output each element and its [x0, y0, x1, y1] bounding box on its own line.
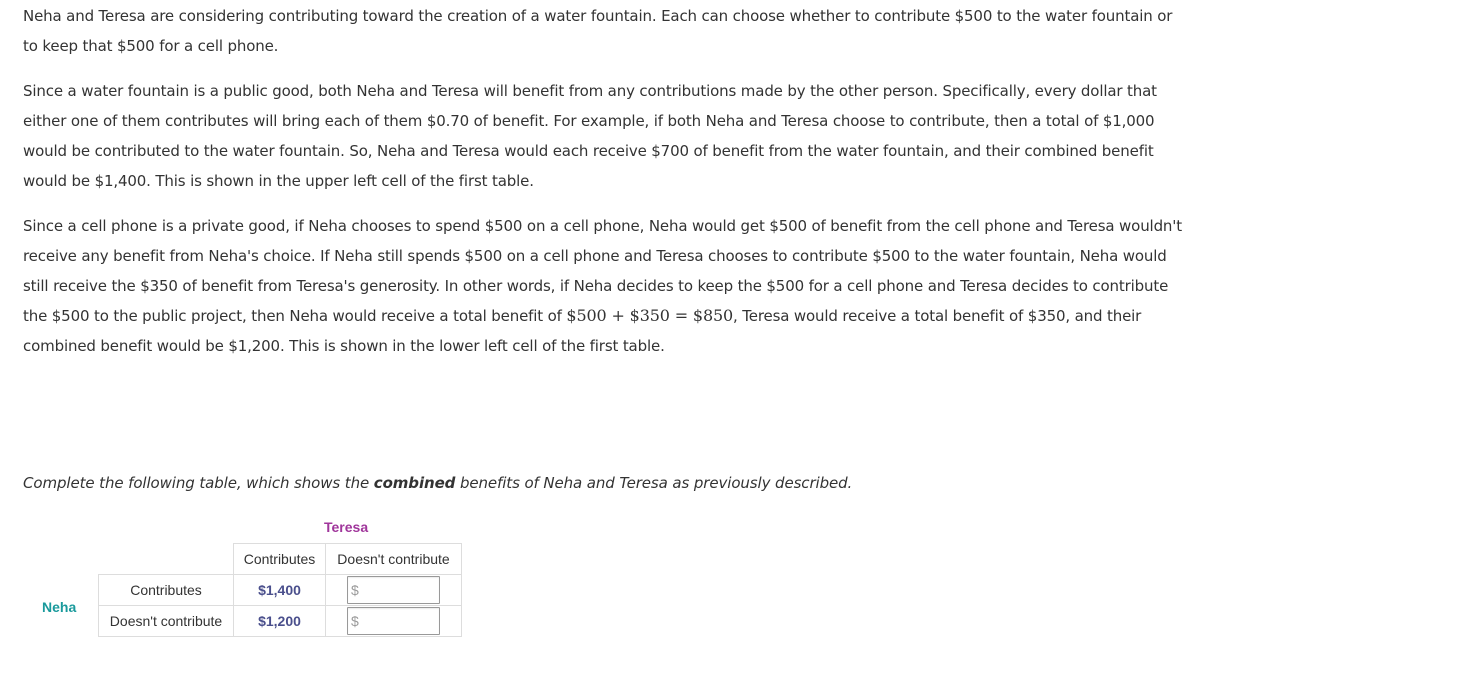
- paragraph-intro: Neha and Teresa are considering contributing toward the creation of a water fountain. Each can choose whether to contribute $500 to the water fountain or to keep that $500 for a cell phone.: [23, 7, 1173, 55]
- table-instruction: [23, 472, 852, 494]
- paragraph-private-good-text-2: , Teresa would receive a total benefit of $350, and their combined benefit would be $1,200. This is shown in the lower left cell of the first table.: [23, 307, 1142, 355]
- instruction-bold: combined: [373, 474, 456, 492]
- paragraph-private-good-text-1: Since a cell phone is a private good, if Neha chooses to spend $500 on a cell phone, Neha would get $500 of benefit from the cell phone and Teresa wouldn't receive any benefit from Neha's choice. If Neha still spends $500 on a cell phone and Teresa chooses to contribute $500 to the water fountain, Neha would still receive the $350 of benefit from Teresa's generosity. In other words, if Neha decides to keep the $500 for a cell phone and Teresa decides to contribute the $500 to the public project, then Neha would receive a total benefit of: [23, 217, 1182, 325]
- column-header-contributes: Contributes: [234, 544, 326, 575]
- cell-input-container: [326, 575, 462, 606]
- row-player-label: Neha: [42, 599, 77, 615]
- cell-input-container: [326, 606, 462, 637]
- cell-teresa-contributes-only: $1,200: [234, 606, 326, 637]
- dollar-prefix: $: [351, 613, 359, 629]
- problem-text: [23, 1, 1183, 376]
- combined-benefit-input-1[interactable]: [347, 576, 440, 604]
- cell-both-contribute: $1,400: [234, 575, 326, 606]
- payoff-table: [98, 543, 462, 637]
- table-header-row: [99, 544, 462, 575]
- instruction-text-2: benefits of Neha and Teresa as previously described.: [455, 474, 853, 492]
- paragraph-public-good: Since a water fountain is a public good, both Neha and Teresa will benefit from any contributions made by the other person. Specifically, every dollar that either one of them contributes will bring each of them $0.70 of benefit. For example, if both Neha and Teresa choose to contribute, then a total of $1,000 would be contributed to the water fountain. So, Neha and Teresa would each receive $700 of benefit from the water fountain, and their combined benefit would be $1,400. This is shown in the upper left cell of the first table.: [23, 82, 1157, 190]
- combined-benefit-input-2[interactable]: [347, 607, 440, 635]
- dollar-prefix: $: [351, 582, 359, 598]
- table-row: [99, 606, 462, 637]
- paragraph-private-good: [23, 211, 1183, 361]
- row-header-contributes: Contributes: [99, 575, 234, 606]
- table-corner: [99, 544, 234, 575]
- benefit-equation: $500 + $350 = $850: [566, 306, 734, 325]
- table-row: [99, 575, 462, 606]
- column-player-label: Teresa: [324, 519, 369, 535]
- instruction-text-1: Complete the following table, which shows the: [23, 474, 374, 492]
- column-header-doesnt-contribute: Doesn't contribute: [326, 544, 462, 575]
- row-header-doesnt-contribute: Doesn't contribute: [99, 606, 234, 637]
